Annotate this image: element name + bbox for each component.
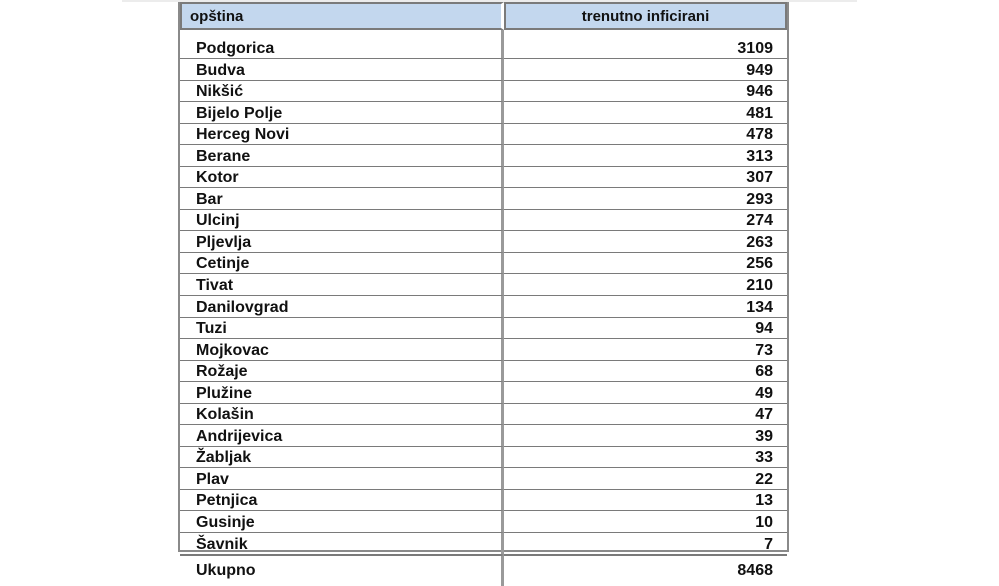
municipality-cell: Cetinje — [180, 253, 504, 275]
infected-count-cell: 47 — [504, 404, 787, 426]
infected-count-cell: 134 — [504, 296, 787, 318]
table-row — [180, 533, 787, 555]
municipality-cell: Herceg Novi — [180, 124, 504, 146]
municipality-cell: Petnjica — [180, 490, 504, 512]
table-row — [180, 468, 787, 490]
table-row — [180, 59, 787, 81]
infected-count-cell: 94 — [504, 318, 787, 340]
table-row — [180, 188, 787, 210]
municipality-cell: Tivat — [180, 274, 504, 296]
municipality-cell: Podgorica — [180, 30, 504, 59]
table-row — [180, 102, 787, 124]
table-row — [180, 511, 787, 533]
table-row — [180, 382, 787, 404]
table-row — [180, 425, 787, 447]
header-row — [180, 2, 787, 30]
table-row — [180, 210, 787, 232]
municipality-cell: Nikšić — [180, 81, 504, 103]
municipality-cell: Žabljak — [180, 447, 504, 469]
infected-by-municipality-table — [178, 2, 789, 580]
table-row — [180, 404, 787, 426]
table-row — [180, 145, 787, 167]
table-row — [180, 167, 787, 189]
header-currently-infected: trenutno inficirani — [504, 2, 787, 30]
municipality-cell: Plav — [180, 468, 504, 490]
municipality-cell: Andrijevica — [180, 425, 504, 447]
municipality-cell: Mojkovac — [180, 339, 504, 361]
total-label: Ukupno — [180, 555, 504, 586]
total-value: 8468 — [504, 555, 787, 586]
municipality-cell: Berane — [180, 145, 504, 167]
infected-count-cell: 68 — [504, 361, 787, 383]
infected-count-cell: 7 — [504, 533, 787, 555]
infected-count-cell: 307 — [504, 167, 787, 189]
infected-count-cell: 210 — [504, 274, 787, 296]
data-table — [180, 2, 787, 586]
infected-count-cell: 39 — [504, 425, 787, 447]
infected-count-cell: 313 — [504, 145, 787, 167]
municipality-cell: Kotor — [180, 167, 504, 189]
infected-count-cell: 256 — [504, 253, 787, 275]
municipality-cell: Šavnik — [180, 533, 504, 555]
infected-count-cell: 49 — [504, 382, 787, 404]
table-body — [180, 30, 787, 586]
municipality-cell: Tuzi — [180, 318, 504, 340]
infected-count-cell: 13 — [504, 490, 787, 512]
infected-count-cell: 293 — [504, 188, 787, 210]
table-row — [180, 81, 787, 103]
table-row — [180, 231, 787, 253]
infected-count-cell: 3109 — [504, 30, 787, 59]
table-row — [180, 30, 787, 59]
infected-count-cell: 10 — [504, 511, 787, 533]
table-row — [180, 318, 787, 340]
table-row — [180, 447, 787, 469]
table-row — [180, 296, 787, 318]
municipality-cell: Rožaje — [180, 361, 504, 383]
infected-count-cell: 73 — [504, 339, 787, 361]
municipality-cell: Plužine — [180, 382, 504, 404]
municipality-cell: Kolašin — [180, 404, 504, 426]
infected-count-cell: 263 — [504, 231, 787, 253]
infected-count-cell: 478 — [504, 124, 787, 146]
municipality-cell: Ulcinj — [180, 210, 504, 232]
infected-count-cell: 22 — [504, 468, 787, 490]
table-row — [180, 339, 787, 361]
municipality-cell: Bar — [180, 188, 504, 210]
table-row — [180, 490, 787, 512]
municipality-cell: Gusinje — [180, 511, 504, 533]
infected-count-cell: 946 — [504, 81, 787, 103]
municipality-cell: Pljevlja — [180, 231, 504, 253]
infected-count-cell: 481 — [504, 102, 787, 124]
table-row — [180, 253, 787, 275]
infected-count-cell: 274 — [504, 210, 787, 232]
table-row — [180, 274, 787, 296]
total-row — [180, 555, 787, 586]
infected-count-cell: 33 — [504, 447, 787, 469]
header-municipality: opština — [180, 2, 504, 30]
table-row — [180, 361, 787, 383]
municipality-cell: Danilovgrad — [180, 296, 504, 318]
table-row — [180, 124, 787, 146]
municipality-cell: Bijelo Polje — [180, 102, 504, 124]
infected-count-cell: 949 — [504, 59, 787, 81]
municipality-cell: Budva — [180, 59, 504, 81]
